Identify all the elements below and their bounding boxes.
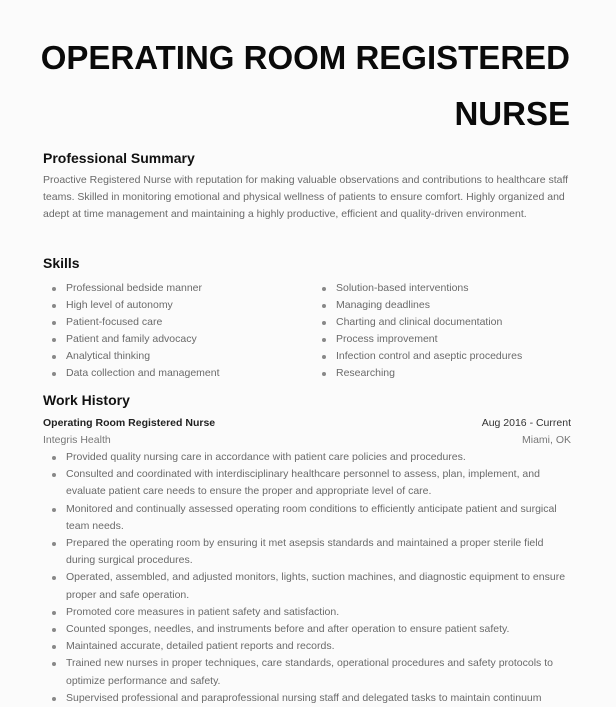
skills-section (43, 254, 571, 382)
job-subheader (43, 432, 571, 449)
skill-item: Process improvement (313, 331, 571, 348)
summary-text: Proactive Registered Nurse with reputation for making valuable observations and contributions to healthcare staff teams. Skilled in monitoring emotional and physical wellness of patients to ensure comfort. Highly organized and adept at time management and maintaining a highly productive, efficient and quality-driven environment. (43, 174, 569, 221)
professional-summary-section (43, 149, 571, 224)
name-line-2: NURSE (454, 95, 570, 132)
duty-item: Provided quality nursing care in accordance with patient care policies and procedures. (43, 449, 571, 466)
job-employer: Integris Health (43, 434, 111, 446)
skill-item: Infection control and aseptic procedures (313, 348, 571, 365)
duty-item: Consulted and coordinated with interdisciplinary healthcare personnel to assess, plan, implement, and evaluate patient care needs to ensure the proper and appropriate level of care. (43, 466, 571, 500)
skill-item: Solution-based interventions (313, 280, 571, 297)
name-line-1: OPERATING ROOM REGISTERED (40, 39, 570, 76)
job-header (43, 415, 571, 432)
resume-name-heading (41, 30, 570, 142)
duty-item: Supervised professional and paraprofessional nursing staff and delegated tasks to maintain continuum (43, 690, 571, 707)
skill-item: Data collection and management (43, 365, 313, 382)
skill-item: Managing deadlines (313, 297, 571, 314)
work-history-section (43, 391, 571, 707)
duty-item: Trained new nurses in proper techniques, care standards, operational procedures and safety protocols to optimize performance and safety. (43, 655, 571, 689)
skills-column-left (43, 280, 313, 382)
skills-grid (43, 280, 571, 382)
skills-column-right (313, 280, 571, 382)
job-title: Operating Room Registered Nurse (43, 417, 216, 429)
duty-item: Monitored and continually assessed operating room conditions to efficiently anticipate patient and surgical team needs. (43, 501, 571, 535)
section-title-skills: Skills (43, 255, 80, 271)
duty-item: Counted sponges, needles, and instruments before and after operation to ensure patient safety. (43, 621, 571, 638)
skill-item: Researching (313, 365, 571, 382)
duty-item: Maintained accurate, detailed patient reports and records. (43, 638, 571, 655)
skill-item: Charting and clinical documentation (313, 314, 571, 331)
job-location: Miami, OK (521, 434, 571, 446)
skill-item: Patient-focused care (43, 314, 313, 331)
duty-item: Prepared the operating room by ensuring it met asepsis standards and maintained a proper sterile field during surgical procedures. (43, 535, 571, 569)
duty-item: Promoted core measures in patient safety and satisfaction. (43, 604, 571, 621)
skill-item: High level of autonomy (43, 297, 313, 314)
skill-item: Analytical thinking (43, 348, 313, 365)
skill-item: Professional bedside manner (43, 280, 313, 297)
section-title-work-history: Work History (43, 392, 130, 408)
section-title-summary: Professional Summary (43, 150, 195, 166)
job-entry (43, 415, 571, 707)
job-duties-list (43, 449, 571, 707)
job-dates: Aug 2016 - Current (481, 417, 571, 429)
duty-item: Operated, assembled, and adjusted monitors, lights, suction machines, and diagnostic equipment to ensure proper and safe operation. (43, 569, 571, 603)
skill-item: Patient and family advocacy (43, 331, 313, 348)
